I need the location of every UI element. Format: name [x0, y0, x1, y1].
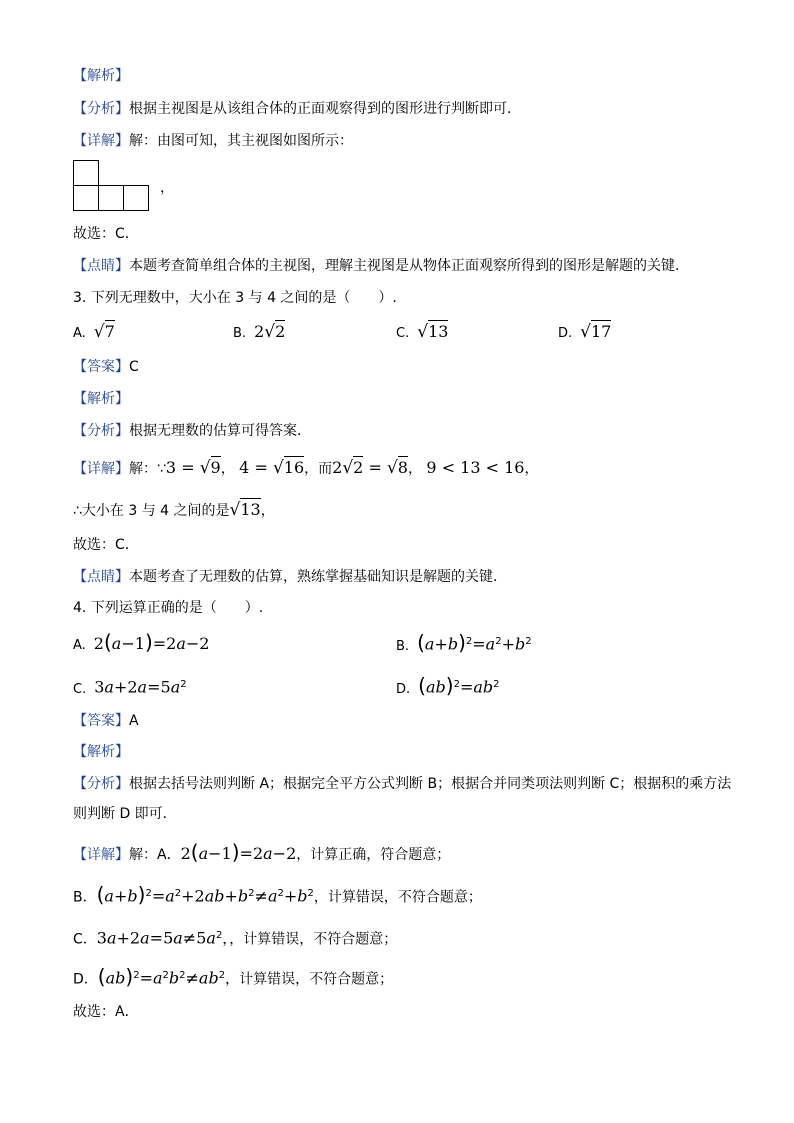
q2-choice: 故选：C． — [73, 226, 139, 242]
q3-choice: 故选：C． — [73, 537, 139, 553]
detail-label: 【详解】 — [73, 847, 129, 863]
q3-therefore: ∴大小在 3 与 4 之间的是√13， — [73, 500, 275, 520]
q3-remark — [73, 567, 507, 587]
option-label: B. — [233, 326, 247, 341]
q4-detail-d: D．$(ab)^2=a^2b^2\ne ab^2$，计算错误，不符合题意； — [73, 964, 394, 989]
q3-option-c: C. √13 — [396, 322, 449, 342]
q3-option-b: B. 2√2 — [233, 322, 286, 342]
coefficient: 2 — [254, 322, 265, 341]
figure-cell — [98, 185, 124, 211]
radicand: 17 — [591, 322, 612, 341]
figure-comma: ， — [160, 180, 174, 196]
q2-analysis-text: 根据主视图是从该组合体的正面观察得到的图形进行判断即可． — [129, 101, 521, 117]
therefore-text: ∴大小在 3 与 4 之间的是 — [73, 503, 230, 519]
q3-answer — [73, 357, 139, 377]
q2-remark-text: 本题考查简单组合体的主视图，理解主视图是从物体正面观察所得到的图形是解题的关键． — [129, 258, 689, 274]
q4-answer — [73, 711, 139, 731]
q3-remark-text: 本题考查了无理数的估算，熟练掌握基础知识是解题的关键． — [129, 569, 507, 585]
q3-answer-value: C — [129, 359, 139, 375]
figure-cell — [73, 185, 99, 211]
q3-analysis-text: 根据无理数的估算可得答案． — [129, 423, 311, 439]
q3-option-a: A. √7 — [73, 322, 115, 342]
option-label: A. — [73, 326, 86, 341]
section-header-jiexi: 【解析】 — [73, 68, 129, 84]
q4-detail-c: C．$3a+2a=5a\ne 5a^2$，，计算错误，不符合题意； — [73, 928, 398, 948]
q3-option-d: D. √17 — [558, 322, 612, 342]
q4-option-a: A. 2(a−1)=2a−2 — [73, 630, 210, 654]
option-label: C. — [396, 326, 410, 341]
remark-label: 【点睛】 — [73, 569, 129, 585]
answer-label: 【答案】 — [73, 713, 129, 729]
option-label: D. — [558, 326, 573, 341]
q2-detail — [73, 131, 353, 151]
front-view-figure — [73, 160, 149, 210]
analysis-label: 【分析】 — [73, 776, 129, 792]
q4-option-b: B. $(a+b)^2=a^2+b^2$ — [396, 630, 532, 655]
q2-detail-text: 解：由图可知，其主视图如图所示： — [129, 133, 353, 149]
radicand: 7 — [104, 322, 115, 341]
analysis-label: 【分析】 — [73, 101, 129, 117]
detail-prefix: 解：∵ — [129, 461, 166, 477]
q4-option-d: D. $(ab)^2=ab^2$ — [396, 673, 500, 698]
section-header-jiexi: 【解析】 — [73, 744, 129, 760]
figure-cell — [123, 185, 149, 211]
q4-option-c: C. $3a+2a=5a^2$ — [73, 677, 187, 697]
q3-analysis — [73, 421, 311, 441]
q4-stem: 4. 下列运算正确的是（ ）. — [73, 600, 264, 616]
section-header-jiexi: 【解析】 — [73, 391, 129, 407]
detail-label: 【详解】 — [73, 133, 129, 149]
radicand: 2 — [275, 322, 286, 341]
q4-detail-b: B．$(a+b)^2=a^2+2ab+b^2\ne a^2+b^2$，计算错误，不符合题意； — [73, 882, 482, 907]
detail-label: 【详解】 — [73, 461, 129, 477]
q4-detail-a: 【详解】解：A．2(a−1)=2a−2，计算正确，符合题意； — [73, 840, 451, 864]
q3-detail: 【详解】解：∵3 = √9， 4 = √16，而2√2 = √8， 9 < 13 < 16， — [73, 458, 539, 478]
q4-analysis-text-1: 根据去括号法则判断 A；根据完全平方公式判断 B；根据合并同类项法则判断 C；根据积的乘方法 — [129, 776, 732, 792]
q2-analysis — [73, 99, 521, 119]
remark-label: 【点睛】 — [73, 258, 129, 274]
answer-label: 【答案】 — [73, 359, 129, 375]
radicand: 13 — [428, 322, 449, 341]
figure-cell — [73, 160, 99, 186]
q4-analysis-line2: 则判断 D 即可． — [73, 806, 177, 822]
analysis-label: 【分析】 — [73, 423, 129, 439]
q4-choice: 故选：A． — [73, 1004, 139, 1020]
q3-stem: 3. 下列无理数中，大小在 3 与 4 之间的是（ ）. — [73, 290, 397, 306]
q2-remark — [73, 256, 689, 276]
q4-analysis — [73, 774, 731, 794]
q4-answer-value: A — [129, 713, 139, 729]
